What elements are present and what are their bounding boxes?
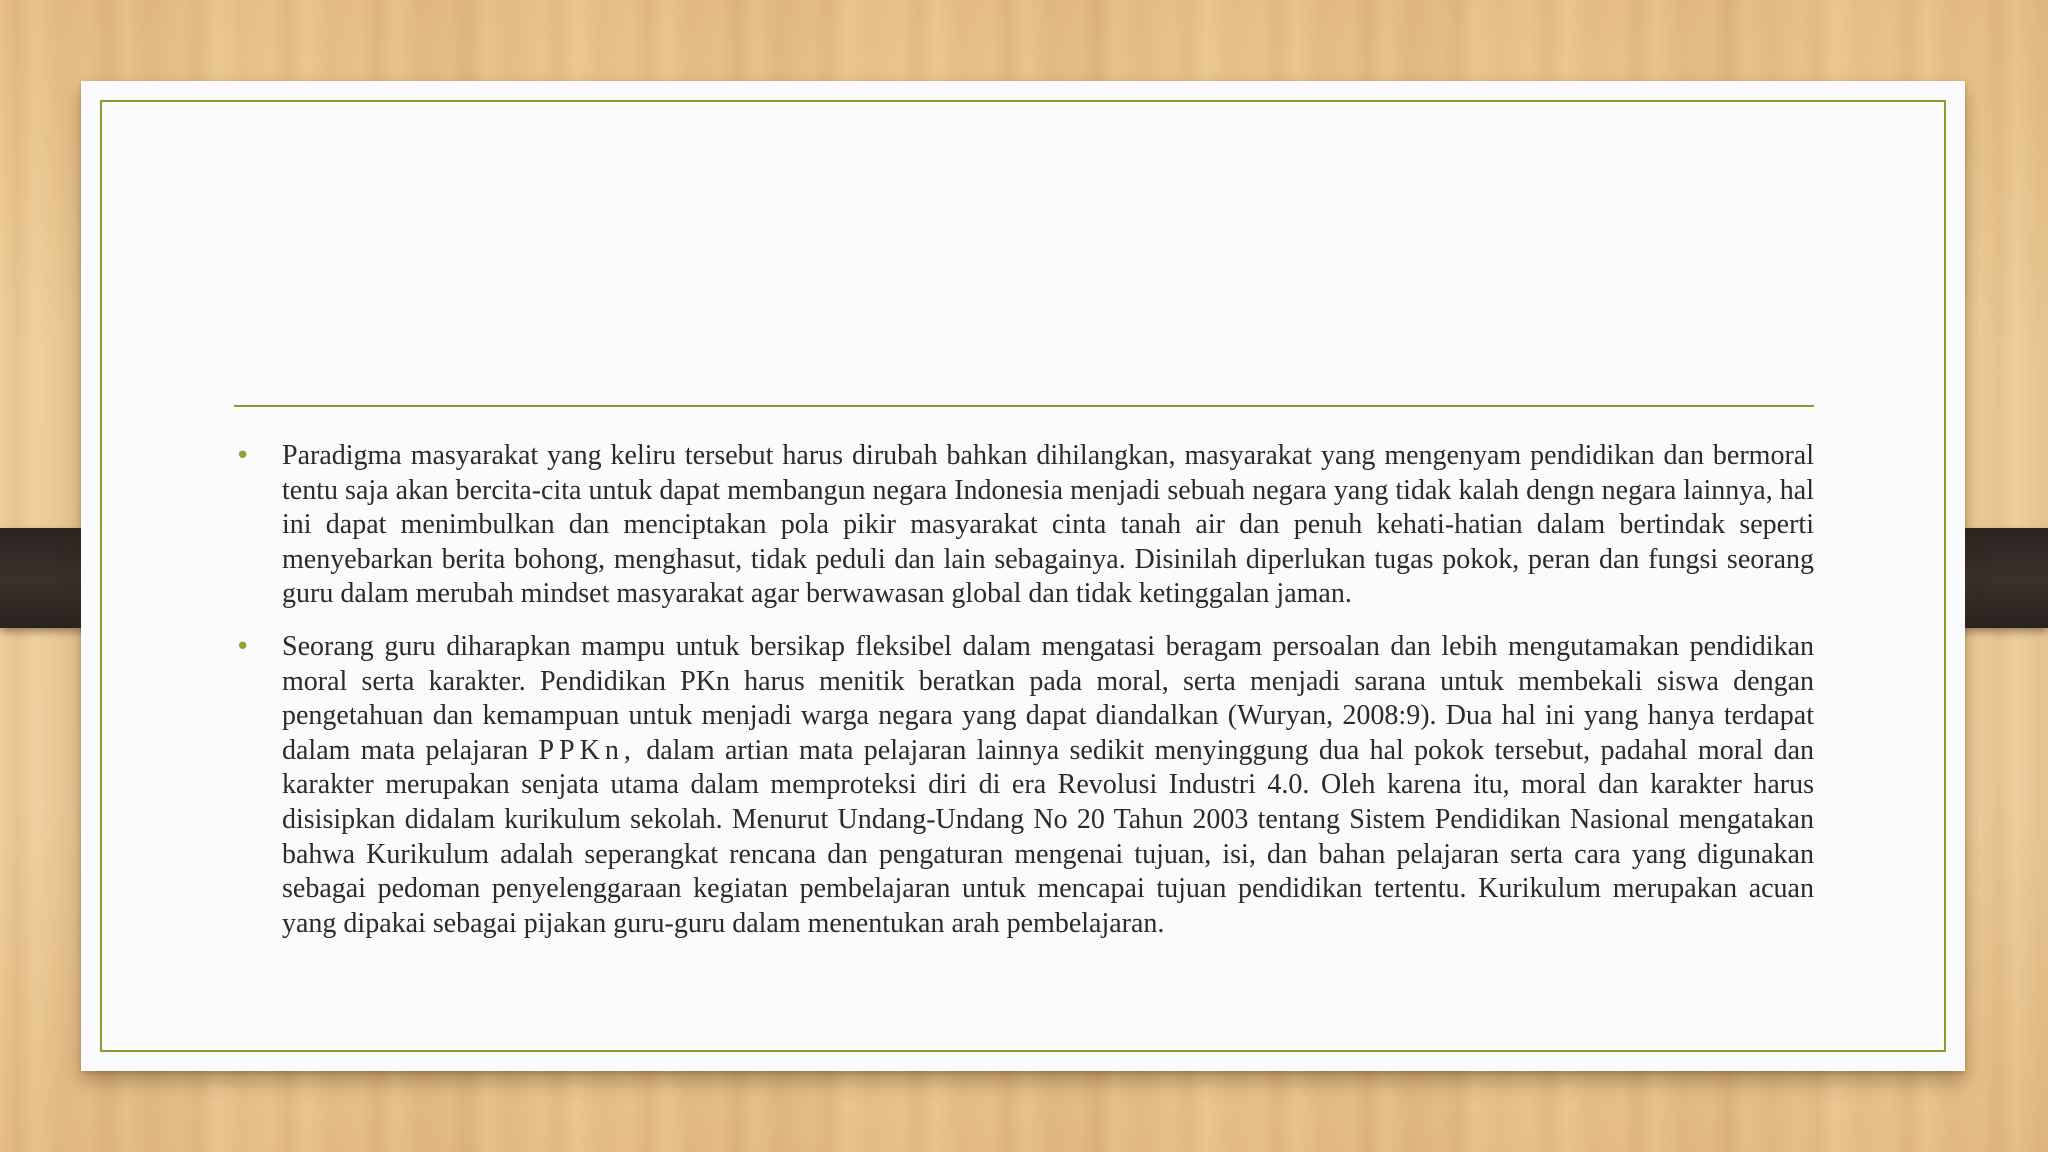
slide [81,81,1965,1071]
bullet-text: Paradigma masyarakat yang keliru tersebut harus dirubah bahkan dihilangkan, masyarakat yang mengenyam pendidikan dan bermoral tentu saja akan bercita-cita untuk dapat membangun negara Indonesia menjadi sebuah negara yang tidak kalah dengn negara lainnya, hal ini dapat menimbulkan dan menciptakan pola pikir masyarakat cinta tanah air dan penuh kehati-hatian dalam bertindak seperti menyebarkan berita bohong, menghasut, tidak peduli dan lain sebagainya. Disinilah diperlukan tugas pokok, peran dan fungsi seorang guru dalam merubah mindset masyarakat agar berwawasan global dan tidak ketinggalan jaman. [282,440,1814,610]
bullet-text-part2: dalam artian mata pelajaran lainnya sedikit menyinggung dua hal pokok tersebut, padahal moral dan karakter merupakan senjata utama dalam memproteksi diri di era Revolusi Industri 4.0. Oleh karena itu, moral dan karakter harus disisipkan didalam kurikulum sekolah. Menurut Undang-Undang No 20 Tahun 2003 tentang Sistem Pendidikan Nasional mengatakan bahwa Kurikulum adalah seperangkat rencana dan pengaturan mengenai tujuan, isi, dan bahan pelajaran serta cara yang digunakan sebagai pedoman penyelenggaraan kegiatan pembelajaran untuk mencapai tujuan pendidikan tertentu. Kurikulum merupakan acuan yang dipakai sebagai pijakan guru-guru dalam menentukan arah pembelajaran. [282,734,1815,939]
title-divider-line [234,405,1814,407]
bullet-icon: • [235,441,251,471]
bullet-icon: • [235,631,251,662]
bullet-item-2 [234,630,1814,941]
bullet-text-part1: Seorang guru diharapkan mampu untuk bersikap fleksibel dalam mengatasi beragam persoalan dan lebih mengutamakan pendidikan moral serta karakter. Pendidikan PKn harus menitik beratkan pada moral, serta menjadi sarana untuk membekali siswa dengan pengetahuan dan kemampuan untuk menjadi warga negara yang dapat diandalkan (Wuryan, 2008:9). Dua hal ini yang hanya terdapat dalam mata pelajaran [282,630,1814,766]
bullet-item-1 [234,439,1814,612]
bullet-text-ppkn: PPKn, [538,734,636,766]
slide-content [234,439,1814,959]
